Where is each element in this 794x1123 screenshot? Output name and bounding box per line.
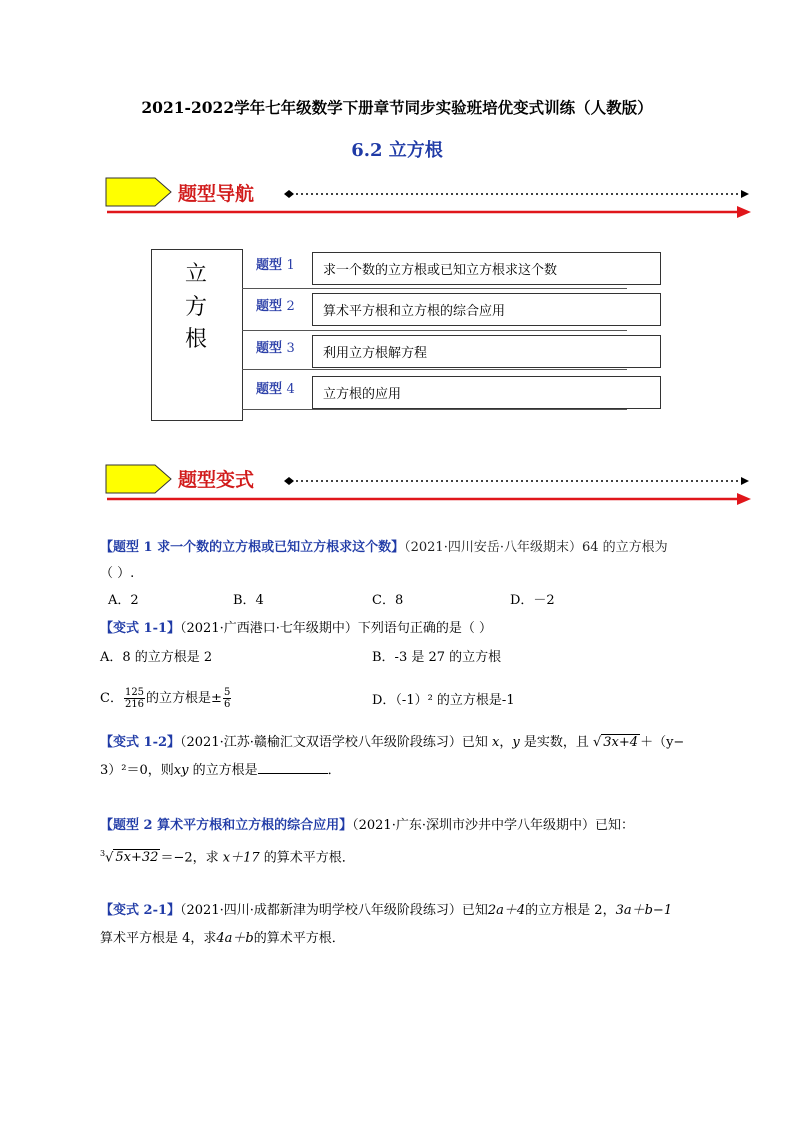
- variant-2-1-line-1: 【变式 2-1】（2021·四川·成都新津为明学校八年级阶段练习）已知2a＋4的立方根是 2，3a＋b−1: [100, 903, 673, 918]
- topic-label-2: 题型 2: [256, 299, 295, 314]
- answer-blank[interactable]: [258, 759, 328, 774]
- topic-entry-3: 利用立方根解方程: [312, 335, 661, 368]
- question-1-option-c: C．8: [372, 593, 404, 608]
- topic-entry-4: 立方根的应用: [312, 376, 661, 409]
- document-title: 2021-2022学年七年级数学下册章节同步实验班培优变式训练（人教版）: [141, 98, 653, 117]
- variant-1-1-option-a: A．8 的立方根是 2: [100, 650, 213, 665]
- variant-1-1-option-c: C． $\frac{125}{216}$ 的立方根是± $\frac{5}{6}$: [100, 687, 231, 710]
- question-1-tag: 【题型 1 求一个数的立方根或已知立方根求这个数】: [100, 540, 405, 555]
- connector-line: [242, 369, 627, 370]
- cube-root-expression: 5x+32: [115, 850, 159, 866]
- question-2-line-1: 【题型 2 算术平方根和立方根的综合应用】（2021·广东·深圳市沙井中学八年级期中）已知：: [100, 818, 634, 833]
- variant-1-2-line-2: 3）²＝0，则xy 的立方根是 ．: [100, 758, 720, 784]
- nav-section-label: 题型导航: [178, 183, 255, 205]
- topic-entry-2: 算术平方根和立方根的综合应用: [312, 293, 661, 326]
- question-2-tag: 【题型 2 算术平方根和立方根的综合应用】: [100, 818, 353, 833]
- question-1-option-a: A．2: [108, 593, 139, 608]
- question-1-blank: （ ）.: [100, 566, 135, 581]
- topic-root-char-3: 根: [184, 327, 207, 352]
- variant-1-1: [100, 616, 720, 642]
- variant-1-1-option-d: D．（-1）² 的立方根是-1: [372, 693, 515, 708]
- connector-line: [242, 409, 627, 410]
- topic-label-1: 题型 1: [256, 258, 295, 273]
- variant-2-1-line-2: 算术平方根是 4，求4a＋b的算术平方根．: [100, 931, 345, 946]
- section-title: 6.2 立方根: [351, 140, 443, 161]
- question-1-option-b: B．4: [233, 593, 264, 608]
- topic-label-3: 题型 3: [256, 341, 295, 356]
- question-1-text: （2021·四川安岳·八年级期末）64 的立方根为: [404, 540, 668, 555]
- question-2-line-2: $^3$√ 5x+32 ＝−2，求 x＋17 的算术平方根．: [100, 849, 355, 866]
- topic-root-char-2: 方: [184, 295, 207, 320]
- question-1-option-d: D．－2: [510, 593, 555, 608]
- connector-line: [242, 330, 627, 331]
- question-1: [100, 535, 720, 561]
- topic-root-char-1: 立: [184, 262, 207, 287]
- fraction: $\frac{125}{216}$: [124, 687, 145, 710]
- variant-1-1-tag: 【变式 1-1】: [100, 621, 181, 636]
- variant-2-1-tag: 【变式 2-1】: [100, 903, 181, 918]
- topic-label-4: 题型 4: [256, 382, 295, 397]
- sqrt-expression: 3x+4: [603, 735, 639, 750]
- variant-1-2-line-1: 【变式 1-2】（2021·江苏·赣榆汇文双语学校八年级阶段练习）已知 x，y 是实数，且 √ 3x+4 ＋（y−: [100, 735, 685, 750]
- topic-entry-1: 求一个数的立方根或已知立方根求这个数: [312, 252, 661, 285]
- variant-section-label: 题型变式: [178, 469, 255, 491]
- variant-1-2-tag: 【变式 1-2】: [100, 735, 181, 750]
- fraction: $\frac{5}{6}$: [223, 687, 231, 710]
- connector-line: [242, 288, 627, 289]
- variant-1-1-text: （2021·广西港口·七年级期中）下列语句正确的是（ ）: [180, 621, 492, 636]
- variant-1-1-option-b: B．-3 是 27 的立方根: [372, 650, 502, 665]
